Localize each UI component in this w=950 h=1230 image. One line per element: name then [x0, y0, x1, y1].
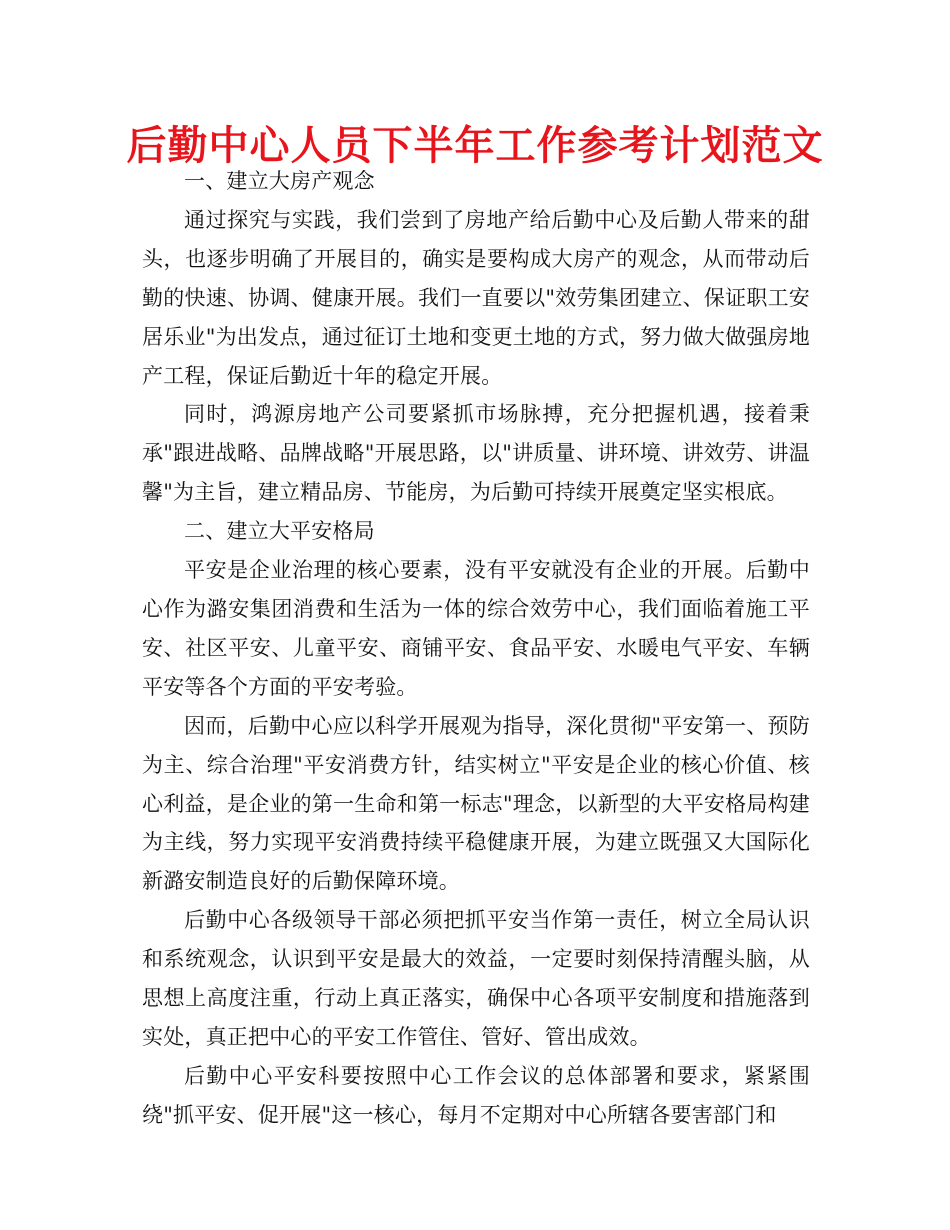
paragraph: 因而，后勤中心应以科学开展观为指导，深化贯彻"平安第一、预防为主、综合治理"平安消费方针，结实树立"平安是企业的核心价值、核心利益，是企业的第一生命和第一标志"理念，以新型的大平安格局构建为主线，努力实现平安消费持续平稳健康开展，为建立既强又大国际化新潞安制造良好的后勤保障环境。	[142, 713, 810, 894]
document-body	[142, 162, 810, 1135]
paragraph: 后勤中心平安科要按照中心工作会议的总体部署和要求，紧紧围绕"抓平安、促开展"这一核心，每月不定期对中心所辖各要害部门和	[142, 1063, 810, 1127]
section-heading-safety: 二、建立大平安格局	[184, 519, 375, 544]
document-title: 后勤中心人员下半年工作参考计划范文	[126, 123, 824, 169]
paragraph: 后勤中心各级领导干部必须把抓平安当作第一责任，树立全局认识和系统观念，认识到平安是最大的效益，一定要时刻保持清醒头脑，从思想上高度注重，行动上真正落实，确保中心各项平安制度和措施落到实处，真正把中心的平安工作管住、管好、管出成效。	[142, 908, 810, 1049]
paragraph: 同时，鸿源房地产公司要紧抓市场脉搏，充分把握机遇，接着秉承"跟进战略、品牌战略"开展思路，以"讲质量、讲环境、讲效劳、讲温馨"为主旨，建立精品房、节能房，为后勤可持续开展奠定坚实根底。	[142, 402, 810, 505]
paragraph: 平安是企业治理的核心要素，没有平安就没有企业的开展。后勤中心作为潞安集团消费和生活为一体的综合效劳中心，我们面临着施工平安、社区平安、儿童平安、商铺平安、食品平安、水暖电气平安、车辆平安等各个方面的平安考验。	[142, 558, 810, 699]
section-heading-real-estate: 一、建立大房产观念	[184, 169, 375, 193]
paragraph: 通过探究与实践，我们尝到了房地产给后勤中心及后勤人带来的甜头，也逐步明确了开展目的，确实是要构成大房产的观念，从而带动后勤的快速、协调、健康开展。我们一直要以"效劳集团建立、保证职工安居乐业"为出发点，通过征订土地和变更土地的方式，努力做大做强房地产工程，保证后勤近十年的稳定开展。	[142, 207, 810, 388]
